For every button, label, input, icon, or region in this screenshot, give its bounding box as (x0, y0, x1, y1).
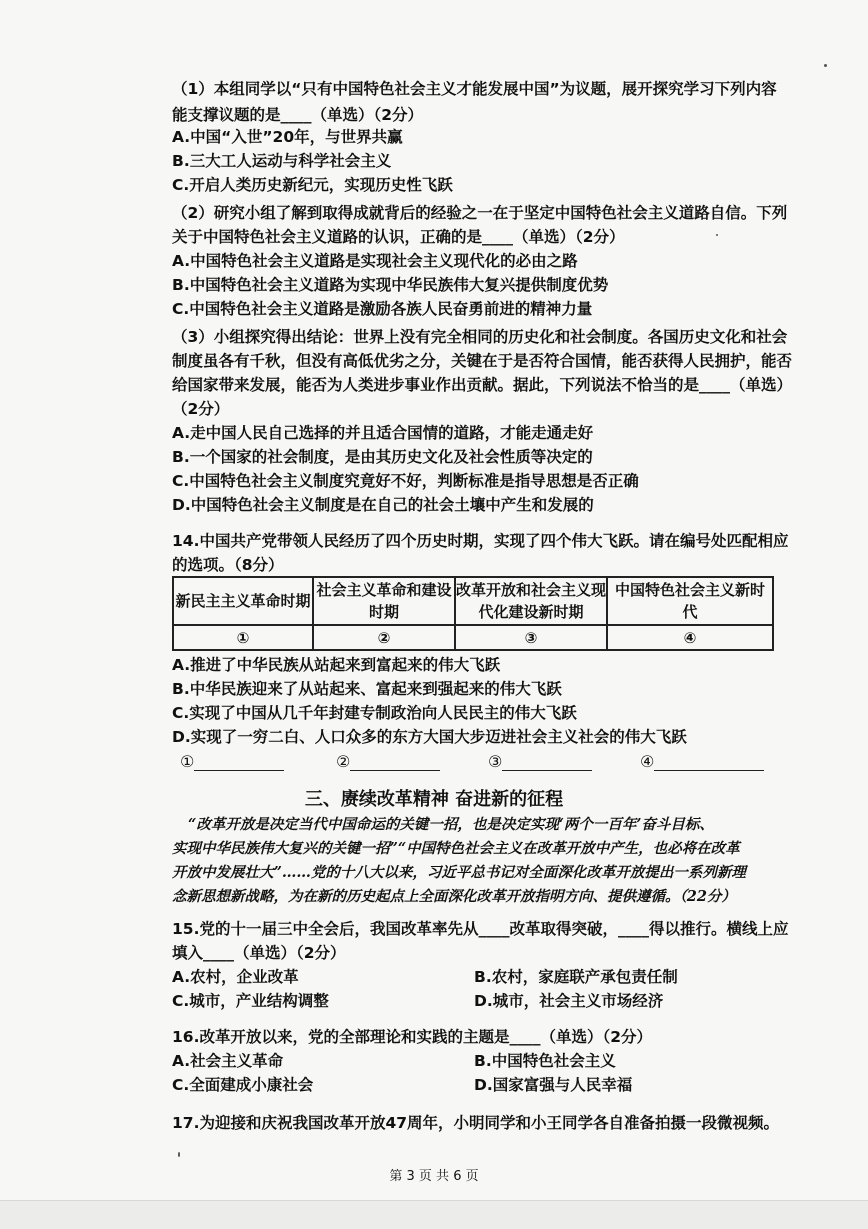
table-header-cell (455, 577, 607, 625)
q13-part2-line1: （2）研究小组了解到取得成就背后的经验之一在于坚定中国特色社会主义道路自信。下列 (172, 204, 788, 222)
q14-option-b: B.中华民族迎来了从站起来、富起来到强起来的伟大飞跃 (172, 680, 562, 698)
q15-line2: 填入____（单选）（2分） (172, 944, 346, 962)
q14-option-a: A.推进了中华民族从站起来到富起来的伟大飞跃 (172, 656, 501, 674)
scan-speck (824, 64, 827, 67)
table-header-cell (173, 577, 313, 625)
q16-option-d: D.国家富强与人民幸福 (474, 1076, 633, 1094)
q13-part3-option-b: B.一个国家的社会制度，是由其历史文化及社会性质等决定的 (172, 448, 593, 466)
table-cell-number: ① (173, 625, 313, 650)
q13-part1-option-a: A.中国“入世”20年，与世界共赢 (172, 128, 403, 146)
q13-part3-option-d: D.中国特色社会主义制度是在自己的社会土壤中产生和发展的 (172, 496, 594, 514)
q13-part1-line1: （1）本组同学以“只有中国特色社会主义才能发展中国”为议题，展开探究学习下列内容 (172, 80, 777, 98)
q15-option-c: C.城市，产业结构调整 (172, 992, 329, 1010)
q15-option-d: D.城市，社会主义市场经济 (474, 992, 664, 1010)
table-header-cell (313, 577, 455, 625)
q13-part2-option-a: A.中国特色社会主义道路是实现社会主义现代化的必由之路 (172, 252, 578, 270)
header-text: 代化建设新时期 (478, 603, 584, 621)
q13-part1-option-b: B.三大工人运动与科学社会主义 (172, 152, 392, 170)
q13-part3-line1: （3）小组探究得出结论：世界上没有完全相同的历史化和社会制度。各国历史文化和社会 (172, 328, 788, 346)
q14-option-d: D.实现了一穷二白、人口众多的东方大国大步迈进社会主义社会的伟大飞跃 (172, 728, 687, 746)
q13-part3-option-c: C.中国特色社会主义制度究竟好不好，判断标准是指导思想是否正确 (172, 472, 639, 490)
blank-number: ② (336, 752, 351, 771)
q13-part1-line2: 能支撑议题的是____（单选）（2分） (172, 106, 424, 124)
header-text: 时期 (368, 603, 399, 621)
section-title: 三、赓续改革精神 奋进新的征程 (304, 789, 564, 810)
table-header-cell (607, 577, 773, 625)
q13-part1-option-c: C.开启人类历史新纪元，实现历史性飞跃 (172, 176, 453, 194)
q13-part2-option-c: C.中国特色社会主义道路是激励各族人民奋勇前进的精神力量 (172, 300, 593, 318)
q15-option-a: A.农村，企业改革 (172, 968, 299, 986)
q16-option-b: B.中国特色社会主义 (474, 1052, 616, 1070)
header-text: 代 (682, 603, 698, 621)
q14-line2: 的选项。（8分） (172, 556, 284, 574)
header-text: 新民主主义革命时期 (175, 592, 311, 610)
answer-blank-1[interactable] (180, 752, 284, 771)
blank-number: ④ (640, 752, 655, 771)
q16-option-a: A.社会主义革命 (172, 1052, 284, 1070)
scan-speck (716, 234, 718, 236)
scan-bottom-edge (0, 1200, 868, 1229)
q15-line1: 15.党的十一届三中全会后，我国改革率先从____改革取得突破，____得以推行。横线上应 (172, 920, 789, 938)
periods-table (172, 576, 774, 651)
q13-part3-line3: 给国家带来发展，能否为人类进步事业作出贡献。据此，下列说法不恰当的是____（单选） (172, 376, 793, 394)
header-text: 社会主义革命和建设 (316, 581, 452, 599)
q13-part3-option-a: A.走中国人民自己选择的并且适合国情的道路，才能走通走好 (172, 424, 594, 442)
table-cell-number: ② (313, 625, 455, 650)
q14-answer-blanks (172, 752, 772, 774)
q13-part2-option-b: B.中国特色社会主义道路为实现中华民族伟大复兴提供制度优势 (172, 276, 609, 294)
header-text: 改革开放和社会主义现 (456, 581, 607, 599)
answer-blank-3[interactable] (488, 752, 592, 771)
answer-blank-4[interactable] (640, 752, 764, 771)
q13-part2-line2: 关于中国特色社会主义道路的认识，正确的是____（单选）（2分） (172, 228, 625, 246)
q17-line1: 17.为迎接和庆祝我国改革开放47周年，小明同学和小王同学各自准备拍摄一段微视频。 (172, 1114, 780, 1132)
section-quote-line4: 念新思想新战略，为在新的历史起点上全面深化改革开放指明方向、提供遵循。（22分） (172, 888, 736, 905)
answer-blank-2[interactable] (336, 752, 440, 771)
q16-option-c: C.全面建成小康社会 (172, 1076, 314, 1094)
q13-part3-line4: （2分） (172, 400, 230, 418)
q15-option-b: B.农村，家庭联产承包责任制 (474, 968, 678, 986)
table-cell-number: ③ (455, 625, 607, 650)
table-cell-number: ④ (607, 625, 773, 650)
blank-number: ① (180, 752, 195, 771)
blank-number: ③ (488, 752, 503, 771)
q13-part3-line2: 制度虽各有千秋，但没有高低优劣之分，关键在于是否符合国情，能否获得人民拥护，能否 (172, 352, 793, 370)
q16-line1: 16.改革开放以来，党的全部理论和实践的主题是____（单选）（2分） (172, 1028, 652, 1046)
q14-option-c: C.实现了中国从几千年封建专制政治向人民民主的伟大飞跃 (172, 704, 577, 722)
q14-line1: 14.中国共产党带领人民经历了四个历史时期，实现了四个伟大飞跃。请在编号处匹配相应 (172, 532, 789, 550)
page-footer: 第 3 页 共 6 页 (389, 1169, 479, 1184)
section-quote-line1: “改革开放是决定当代中国命运的关键一招，也是决定实现‘两个一百年’奋斗目标、 (188, 816, 714, 833)
header-text: 中国特色社会主义新时 (614, 581, 765, 599)
section-quote-line3: 开放中发展壮大”……党的十八大以来，习近平总书记对全面深化改革开放提出一系列新理 (172, 864, 746, 881)
section-quote-line2: 实现中华民族伟大复兴的关键一招”“中国特色社会主义在改革开放中产生，也必将在改革 (172, 840, 740, 857)
scan-speck (178, 1152, 180, 1157)
